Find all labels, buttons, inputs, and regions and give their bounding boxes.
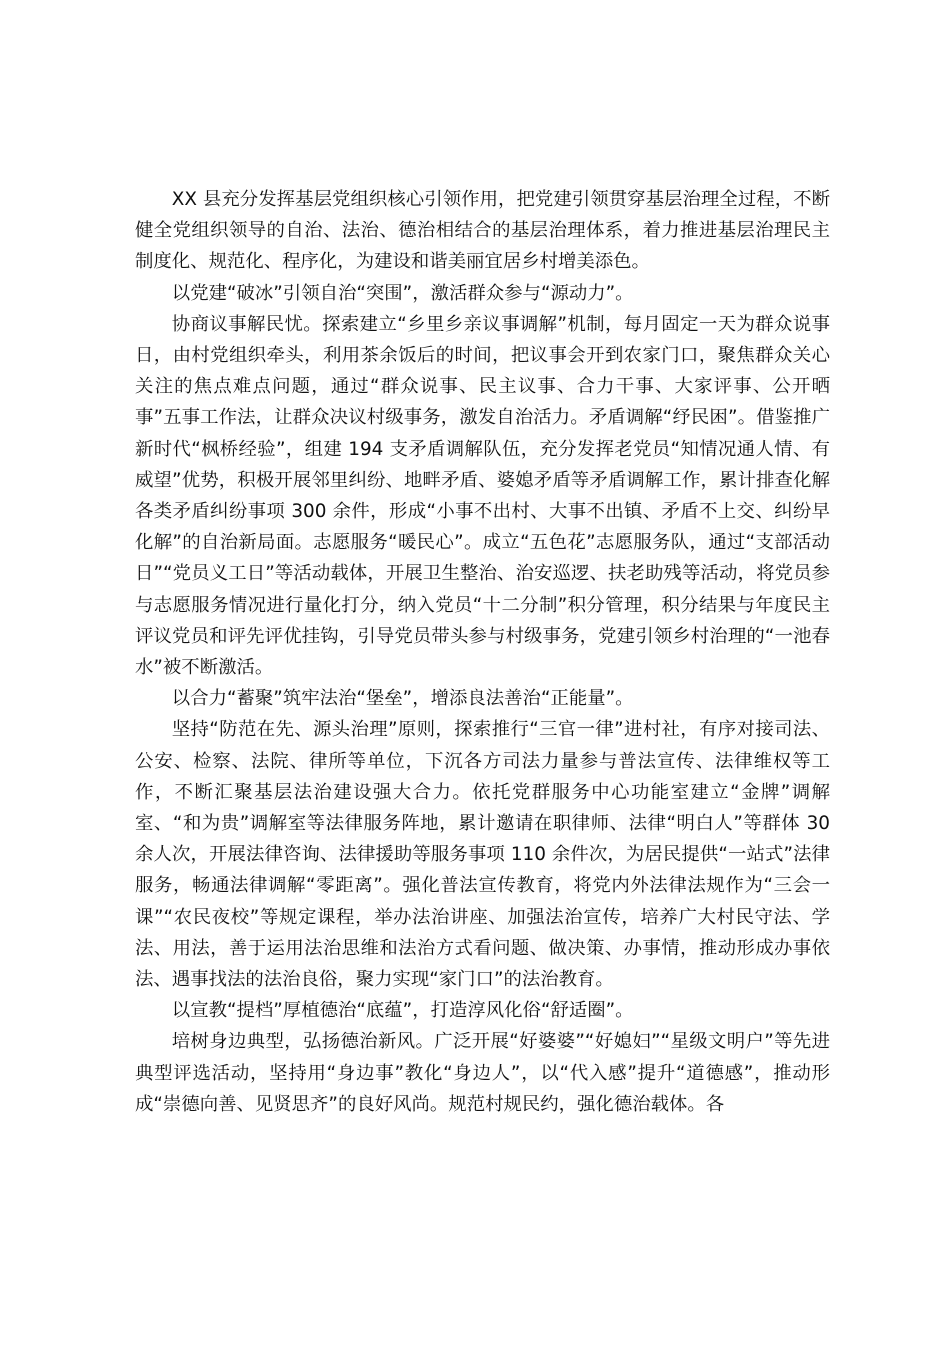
intro-paragraph: XX 县充分发挥基层党组织核心引领作用，把党建引领贯穿基层治理全过程，不断健全党组织领导的自治、法治、德治相结合的基层治理体系，着力推进基层治理民主制度化、规范化、程序化，为建设和谐美丽宜居乡村增美添色。 — [135, 189, 830, 273]
moral-governance-paragraph: 培树身边典型，弘扬德治新风。广泛开展“好婆婆”“好媳妇”“星级文明户”等先进典型评选活动，坚持用“身边事”教化“身边人”，以“代入感”提升“道德感”，推动形成“崇德向善、见贤思齐”的良好风尚。规范村规民约，强化德治载体。各 — [135, 1031, 830, 1115]
document-body — [135, 184, 830, 1120]
section-heading-self-governance: 以党建“破冰”引领自治“突围”，激活群众参与“源动力”。 — [171, 282, 634, 304]
self-governance-paragraph: 协商议事解民忧。探索建立“乡里乡亲议事调解”机制，每月固定一天为群众说事日，由村党组织牵头，利用茶余饭后的时间，把议事会开到农家门口，聚焦群众关心关注的焦点难点问题，通过“群众说事、民主议事、合力干事、大家评事、公开晒事”五事工作法，让群众决议村级事务，激发自治活力。矛盾调解“纾民困”。借鉴推广新时代“枫桥经验”，组建 194 支矛盾调解队伍，充分发挥老党员“知情况通人情、有威望”优势，积极开展邻里纠纷、地畔矛盾、婆媳矛盾等矛盾调解工作，累计排查化解各类矛盾纠纷事项 300 余件，形成“小事不出村、大事不出镇、矛盾不上交、纠纷早化解”的自治新局面。志愿服务“暖民心”。成立“五色花”志愿服务队，通过“支部活动日”“党员义工日”等活动载体，开展卫生整治、治安巡逻、扶老助残等活动，将党员参与志愿服务情况进行量化打分，纳入党员“十二分制”积分管理，积分结果与年度民主评议党员和评先评优挂钩，引导党员带头参与村级事务，党建引领乡村治理的“一池春水”被不断激活。 — [135, 313, 830, 679]
section-heading-rule-of-law: 以合力“蓄聚”筑牢法治“堡垒”，增添良法善治“正能量”。 — [171, 688, 634, 710]
rule-of-law-paragraph: 坚持“防范在先、源头治理”原则，探索推行“三官一律”进村社，有序对接司法、公安、检察、法院、律所等单位，下沉各方司法力量参与普法宣传、法律维权等工作，不断汇聚基层法治建设强大合力。依托党群服务中心功能室建立“金牌”调解室、“和为贵”调解室等法律服务阵地，累计邀请在职律师、法律“明白人”等群体 30 余人次，开展法律咨询、法律援助等服务事项 110 余件次，为居民提供“一站式”法律服务，畅通法律调解“零距离”。强化普法宣传教育，将党内外法律法规作为“三会一课”“农民夜校”等规定课程，举办法治讲座、加强法治宣传，培养广大村民守法、学法、用法，善于运用法治思维和法治方式看问题、做决策、办事情，推动形成办事依法、遇事找法的法治良俗，聚力实现“家门口”的法治教育。 — [135, 719, 830, 991]
section-heading-moral-governance: 以宣教“提档”厚植德治“底蕴”，打造淳风化俗“舒适圈”。 — [171, 1000, 634, 1022]
